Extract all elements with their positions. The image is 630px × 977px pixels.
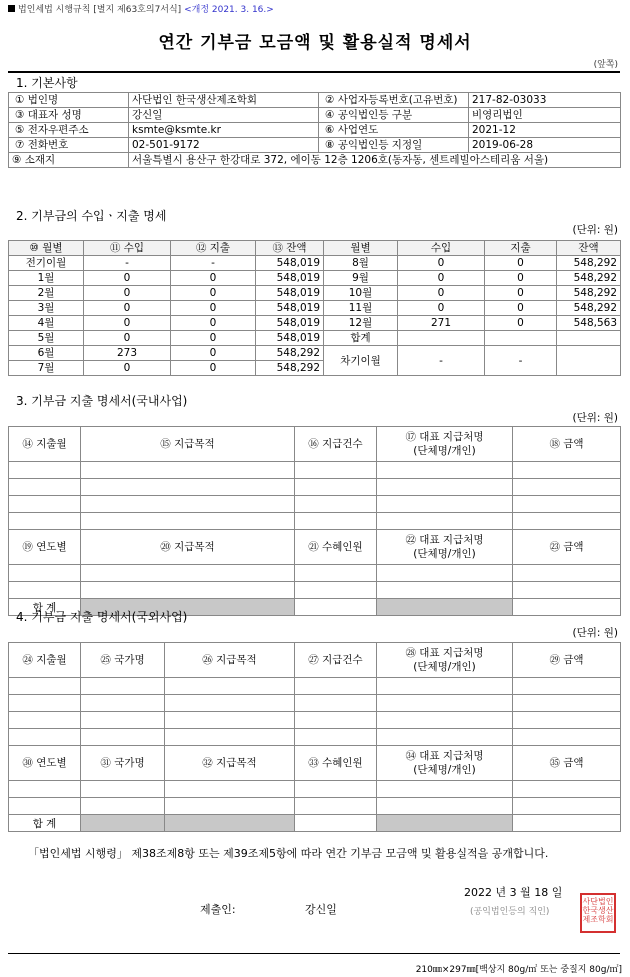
blank-cell — [9, 582, 81, 599]
income-expense-table — [8, 240, 621, 376]
table-row — [9, 316, 621, 331]
blank-row — [9, 496, 621, 513]
table-cell: 548,292 — [557, 256, 621, 271]
column-header: 수입 — [398, 241, 485, 256]
table-row — [9, 346, 621, 361]
blank-cell — [377, 565, 513, 582]
info-cell: 217-82-03033 — [469, 93, 621, 108]
blank-cell — [81, 513, 295, 530]
table-cell: 0 — [84, 301, 171, 316]
blank-cell — [81, 798, 165, 815]
info-cell: ⑧ 공익법인등 지정일 — [319, 138, 469, 153]
address-value: 서울특별시 용산구 한강대로 372, 에이동 12층 1206호(동자동, 센트레빌아스테리움 서울) — [129, 153, 621, 168]
header-row — [9, 746, 621, 781]
total-cell — [513, 599, 621, 616]
total-cell — [165, 815, 295, 832]
address-row — [9, 153, 621, 168]
column-header: ⑬ 잔액 — [256, 241, 324, 256]
table-cell: 548,019 — [256, 271, 324, 286]
blank-cell — [81, 678, 165, 695]
column-header: ㉖ 지급목적 — [165, 643, 295, 678]
table-cell: 0 — [171, 331, 256, 346]
section2-unit: (단위: 원) — [572, 224, 618, 236]
blank-cell — [377, 729, 513, 746]
blank-cell — [295, 582, 377, 599]
blank-row — [9, 582, 621, 599]
blank-cell — [513, 695, 621, 712]
column-header: ㉑ 수혜인원 — [295, 530, 377, 565]
column-header: ㉘ 대표 지급처명 (단체명/개인) — [377, 643, 513, 678]
table-cell: 0 — [171, 286, 256, 301]
table-cell: 548,019 — [256, 331, 324, 346]
table-cell — [398, 331, 485, 346]
table-cell: 6월 — [9, 346, 84, 361]
blank-cell — [513, 462, 621, 479]
blank-row — [9, 565, 621, 582]
total-cell — [295, 815, 377, 832]
carry-expense: - — [485, 346, 557, 376]
column-header: ⑪ 수입 — [84, 241, 171, 256]
table-cell: 0 — [398, 271, 485, 286]
blank-cell — [165, 678, 295, 695]
info-row — [9, 108, 621, 123]
info-cell: ksmte@ksmte.kr — [129, 123, 319, 138]
blank-cell — [81, 695, 165, 712]
blank-cell — [377, 462, 513, 479]
column-header: 지출 — [485, 241, 557, 256]
blank-cell — [9, 513, 81, 530]
divider — [8, 71, 620, 73]
blank-cell — [513, 781, 621, 798]
table-cell: 전기이월 — [9, 256, 84, 271]
section3-unit: (단위: 원) — [572, 412, 618, 424]
blank-cell — [295, 729, 377, 746]
submission-date: 2022 년 3 월 18 일 — [464, 886, 563, 899]
info-cell: ④ 공익법인등 구분 — [319, 108, 469, 123]
column-header: ⑫ 지출 — [171, 241, 256, 256]
table-cell: 0 — [171, 361, 256, 376]
table-cell: 3월 — [9, 301, 84, 316]
blank-cell — [295, 678, 377, 695]
form-reference — [8, 2, 274, 15]
table-cell: 10월 — [324, 286, 398, 301]
bottom-divider — [8, 953, 620, 954]
total-cell — [377, 599, 513, 616]
info-cell: 2021-12 — [469, 123, 621, 138]
blank-cell — [165, 712, 295, 729]
table-cell: 548,292 — [557, 271, 621, 286]
info-cell: ① 법인명 — [9, 93, 129, 108]
table-cell: 0 — [171, 316, 256, 331]
column-header: ⑯ 지급건수 — [295, 427, 377, 462]
table-cell: 0 — [84, 361, 171, 376]
page-title: 연간 기부금 모금액 및 활용실적 명세서 — [158, 33, 472, 53]
blank-row — [9, 479, 621, 496]
table-cell — [557, 331, 621, 346]
total-cell — [295, 599, 377, 616]
blank-cell — [295, 712, 377, 729]
table-cell: 4월 — [9, 316, 84, 331]
paper-spec: 210㎜×297㎜[백상지 80g/㎡ 또는 중질지 80g/㎡] — [415, 965, 622, 975]
header-row — [9, 643, 621, 678]
column-header: ㉞ 대표 지급처명 (단체명/개인) — [377, 746, 513, 781]
address-label: ⑨ 소재지 — [9, 153, 129, 168]
column-header: 월별 — [324, 241, 398, 256]
blank-cell — [377, 479, 513, 496]
column-header: ㉟ 금액 — [513, 746, 621, 781]
info-cell: 사단법인 한국생산제조학회 — [129, 93, 319, 108]
header-row — [9, 530, 621, 565]
table-cell: 0 — [485, 301, 557, 316]
table-cell: 0 — [171, 271, 256, 286]
blank-cell — [9, 729, 81, 746]
domestic-expense-table — [8, 426, 621, 616]
section4-heading: 4. 기부금 지출 명세서(국외사업) — [16, 610, 188, 624]
blank-cell — [81, 496, 295, 513]
table-cell: 0 — [84, 316, 171, 331]
info-cell: ⑤ 전자우편주소 — [9, 123, 129, 138]
column-header: 잔액 — [557, 241, 621, 256]
table-cell: 0 — [485, 316, 557, 331]
blank-cell — [295, 798, 377, 815]
blank-cell — [9, 781, 81, 798]
blank-cell — [165, 729, 295, 746]
table-cell: 11월 — [324, 301, 398, 316]
blank-cell — [377, 695, 513, 712]
info-cell: 비영리법인 — [469, 108, 621, 123]
blank-cell — [9, 712, 81, 729]
square-bullet-icon — [8, 5, 15, 12]
table-cell: 0 — [398, 301, 485, 316]
blank-cell — [513, 565, 621, 582]
front-label: (앞쪽) — [593, 60, 618, 70]
column-header: ⑩ 월별 — [9, 241, 84, 256]
blank-cell — [295, 479, 377, 496]
blank-cell — [295, 462, 377, 479]
column-header: ㉓ 금액 — [513, 530, 621, 565]
table-cell: 271 — [398, 316, 485, 331]
total-cell — [513, 815, 621, 832]
blank-row — [9, 678, 621, 695]
total-cell — [81, 815, 165, 832]
table-cell: - — [84, 256, 171, 271]
table-row — [9, 256, 621, 271]
blank-cell — [9, 462, 81, 479]
table-cell: 0 — [485, 271, 557, 286]
table-cell: 548,292 — [557, 301, 621, 316]
blank-cell — [9, 565, 81, 582]
form-ref-text: 법인세법 시행규칙 [별지 제63호의7서식] — [18, 5, 182, 15]
blank-cell — [81, 582, 295, 599]
blank-cell — [295, 513, 377, 530]
blank-cell — [295, 695, 377, 712]
blank-cell — [377, 582, 513, 599]
column-header: ㉒ 대표 지급처명 (단체명/개인) — [377, 530, 513, 565]
blank-cell — [9, 479, 81, 496]
column-header: ㉔ 지출월 — [9, 643, 81, 678]
blank-cell — [513, 496, 621, 513]
blank-row — [9, 695, 621, 712]
info-cell: 강신일 — [129, 108, 319, 123]
section4-unit: (단위: 원) — [572, 627, 618, 639]
blank-row — [9, 513, 621, 530]
blank-cell — [81, 729, 165, 746]
table-cell: 0 — [485, 286, 557, 301]
table-cell: 0 — [485, 256, 557, 271]
header-row — [9, 241, 621, 256]
info-cell: ⑥ 사업연도 — [319, 123, 469, 138]
column-header: ㉕ 국가명 — [81, 643, 165, 678]
info-cell: ③ 대표자 성명 — [9, 108, 129, 123]
column-header: ㉝ 수혜인원 — [295, 746, 377, 781]
blank-cell — [295, 565, 377, 582]
info-row — [9, 138, 621, 153]
column-header: ⑭ 지출월 — [9, 427, 81, 462]
revision-link[interactable]: <개정 2021. 3. 16.> — [184, 5, 274, 15]
blank-cell — [295, 496, 377, 513]
blank-cell — [377, 798, 513, 815]
submitter-label: 제출인: — [200, 903, 236, 916]
table-row — [9, 271, 621, 286]
column-header: ⑳ 지급목적 — [81, 530, 295, 565]
table-cell: 0 — [398, 286, 485, 301]
blank-cell — [377, 513, 513, 530]
blank-cell — [513, 513, 621, 530]
column-header: ㉙ 금액 — [513, 643, 621, 678]
table-row — [9, 286, 621, 301]
blank-cell — [81, 462, 295, 479]
table-row — [9, 331, 621, 346]
table-cell: 7월 — [9, 361, 84, 376]
info-cell: 2019-06-28 — [469, 138, 621, 153]
blank-cell — [81, 781, 165, 798]
blank-row — [9, 462, 621, 479]
total-row — [9, 815, 621, 832]
table-cell: 548,292 — [256, 346, 324, 361]
table-cell: 548,019 — [256, 286, 324, 301]
blank-cell — [513, 712, 621, 729]
table-cell: 12월 — [324, 316, 398, 331]
blank-cell — [513, 678, 621, 695]
column-header: ⑲ 연도별 — [9, 530, 81, 565]
total-label: 합 계 — [9, 815, 81, 832]
column-header: ㉛ 국가명 — [81, 746, 165, 781]
blank-cell — [9, 695, 81, 712]
blank-cell — [377, 781, 513, 798]
official-seal: 사단법인한국생산제조학회 — [580, 893, 616, 933]
table-cell: 273 — [84, 346, 171, 361]
total-label: 합 계 — [9, 599, 81, 616]
blank-row — [9, 798, 621, 815]
blank-cell — [377, 712, 513, 729]
header-row — [9, 427, 621, 462]
column-header: ㉚ 연도별 — [9, 746, 81, 781]
table-cell: 548,563 — [557, 316, 621, 331]
overseas-expense-table — [8, 642, 621, 832]
table-cell: - — [171, 256, 256, 271]
table-cell: 1월 — [9, 271, 84, 286]
table-cell: 548,292 — [256, 361, 324, 376]
seal-label: (공익법인등의 직인) — [470, 907, 550, 917]
section3-heading: 3. 기부금 지출 명세서(국내사업) — [16, 394, 188, 408]
blank-cell — [377, 678, 513, 695]
blank-cell — [81, 565, 295, 582]
table-cell: 548,019 — [256, 256, 324, 271]
table-cell: 548,019 — [256, 301, 324, 316]
table-cell: 5월 — [9, 331, 84, 346]
column-header: ⑱ 금액 — [513, 427, 621, 462]
table-row — [9, 301, 621, 316]
column-header: ㉗ 지급건수 — [295, 643, 377, 678]
info-row — [9, 93, 621, 108]
info-cell: ② 사업자등록번호(고유번호) — [319, 93, 469, 108]
blank-cell — [513, 582, 621, 599]
table-cell: 0 — [398, 256, 485, 271]
carry-label: 차기이월 — [324, 346, 398, 376]
total-cell — [377, 815, 513, 832]
column-header: ㉜ 지급목적 — [165, 746, 295, 781]
blank-cell — [165, 781, 295, 798]
table-cell — [485, 331, 557, 346]
table-cell: 0 — [171, 346, 256, 361]
blank-cell — [513, 479, 621, 496]
info-cell: ⑦ 전화번호 — [9, 138, 129, 153]
blank-row — [9, 781, 621, 798]
basic-info-table — [8, 92, 621, 168]
info-cell: 02-501-9172 — [129, 138, 319, 153]
blank-cell — [81, 479, 295, 496]
submitter-name: 강신일 — [305, 903, 337, 916]
carry-income: - — [398, 346, 485, 376]
table-cell: 0 — [84, 286, 171, 301]
column-header: ⑰ 대표 지급처명 (단체명/개인) — [377, 427, 513, 462]
table-cell: 8월 — [324, 256, 398, 271]
blank-cell — [295, 781, 377, 798]
section1-heading: 1. 기본사항 — [16, 76, 78, 90]
blank-row — [9, 712, 621, 729]
blank-cell — [9, 496, 81, 513]
section2-heading: 2. 기부금의 수입ㆍ지출 명세 — [16, 209, 167, 223]
table-cell: 548,292 — [557, 286, 621, 301]
statement: 「법인세법 시행령」 제38조제8항 또는 제39조제5항에 따라 연간 기부금 모금액 및 활용실적을 공개합니다. — [28, 847, 549, 860]
blank-cell — [9, 798, 81, 815]
table-cell: 0 — [84, 331, 171, 346]
blank-cell — [377, 496, 513, 513]
blank-cell — [9, 678, 81, 695]
table-cell: 합계 — [324, 331, 398, 346]
table-cell: 2월 — [9, 286, 84, 301]
blank-cell — [165, 695, 295, 712]
table-cell: 9월 — [324, 271, 398, 286]
info-row — [9, 123, 621, 138]
table-cell: 548,019 — [256, 316, 324, 331]
blank-cell — [513, 729, 621, 746]
blank-cell — [513, 798, 621, 815]
table-cell: 0 — [171, 301, 256, 316]
blank-cell — [81, 712, 165, 729]
column-header: ⑮ 지급목적 — [81, 427, 295, 462]
carry-balance — [557, 346, 621, 376]
table-cell: 0 — [84, 271, 171, 286]
blank-cell — [165, 798, 295, 815]
blank-row — [9, 729, 621, 746]
